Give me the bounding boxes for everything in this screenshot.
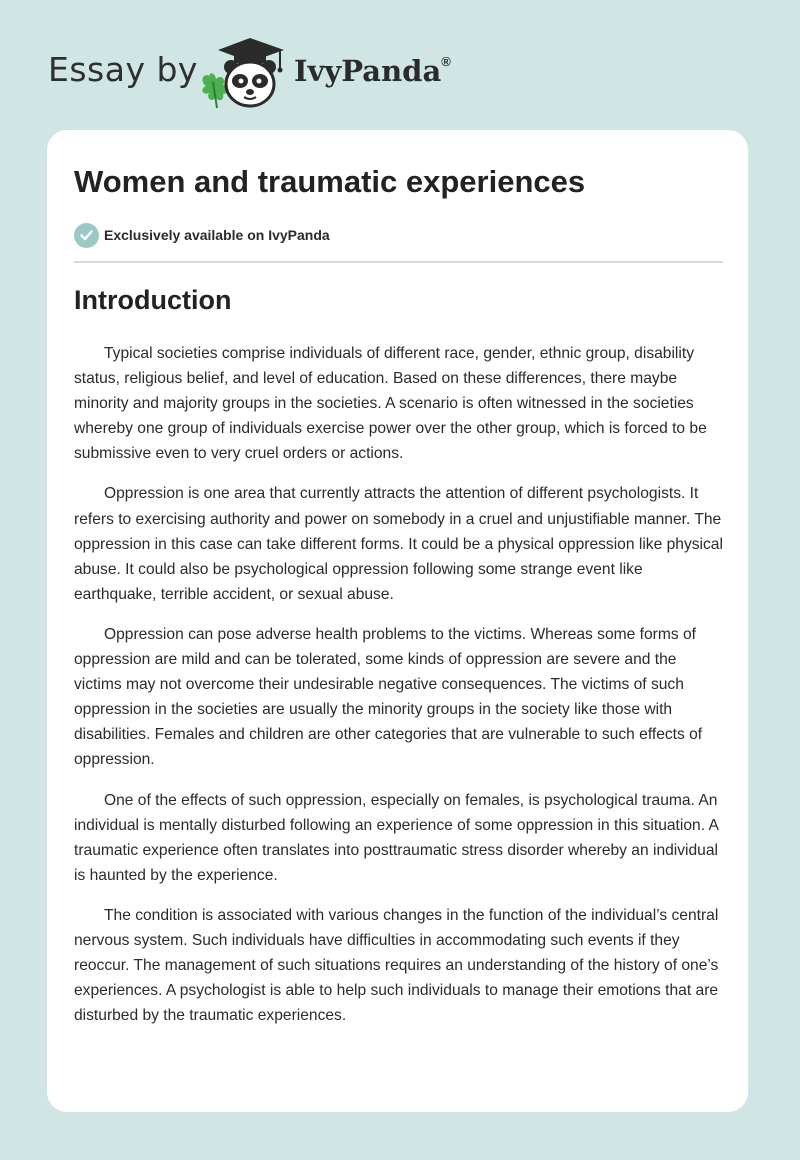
panda-graduate-logo-icon[interactable] <box>198 32 290 110</box>
divider <box>74 261 723 263</box>
paragraph: One of the effects of such oppression, especially on females, is psychological trauma. An individual is mentally disturbed following an experience of some oppression in this situation. A traumatic experience often translates into posttraumatic stress disorder whereby an individual is haunted by the experience. <box>74 791 719 884</box>
exclusive-notice <box>74 222 330 248</box>
exclusive-label: Exclusively available on IvyPanda <box>104 227 330 243</box>
paragraph-list <box>74 341 723 1043</box>
ivy-leaf-icon <box>202 73 227 108</box>
page-title: Women and traumatic experiences <box>74 164 586 199</box>
section-heading: Introduction <box>74 285 232 315</box>
essay-by-label: Essay by <box>48 50 198 89</box>
registered-mark: ® <box>441 54 451 70</box>
paragraph: The condition is associated with various changes in the function of the individual’s central nervous system. Such individuals have difficulties in accommodating such events if they reoccur. The management of such situations requires an understanding of the history of one’s experiences. A psychologist is able to help such individuals to manage their emotions that are disturbed by the traumatic experiences. <box>74 906 719 1025</box>
essay-card <box>47 130 748 1112</box>
paragraph: Oppression can pose adverse health problems to the victims. Whereas some forms of oppression are mild and can be tolerated, some kinds of oppression are severe and the victims may not overcome their undesirable negative consequences. The victims of such oppression in the societies are usually the minority groups in the society like those with disabilities. Females and children are other categories that are vulnerable to such effects of oppression. <box>74 625 703 769</box>
paragraph: Typical societies comprise individuals of different race, gender, ethnic group, disability status, religious belief, and level of education. Based on these differences, there maybe minority and majority groups in the societies. A scenario is often witnessed in the societies whereby one group of individuals exercise power over the other group, which is forced to be submissive even to very cruel orders or actions. <box>74 345 707 463</box>
brand-name[interactable]: IvyPanda® <box>294 54 451 88</box>
paragraph: Oppression is one area that currently attracts the attention of different psychologists. It refers to exercising authority and power on somebody in a cruel and unjustifiable manner. The oppression in this case can take different forms. It could be a physical oppression like physical abuse. It could also be psychological oppression following some strange event like earthquake, terrible accident, or sexual abuse. <box>74 485 723 603</box>
check-icon <box>74 223 99 248</box>
site-header <box>48 32 748 112</box>
